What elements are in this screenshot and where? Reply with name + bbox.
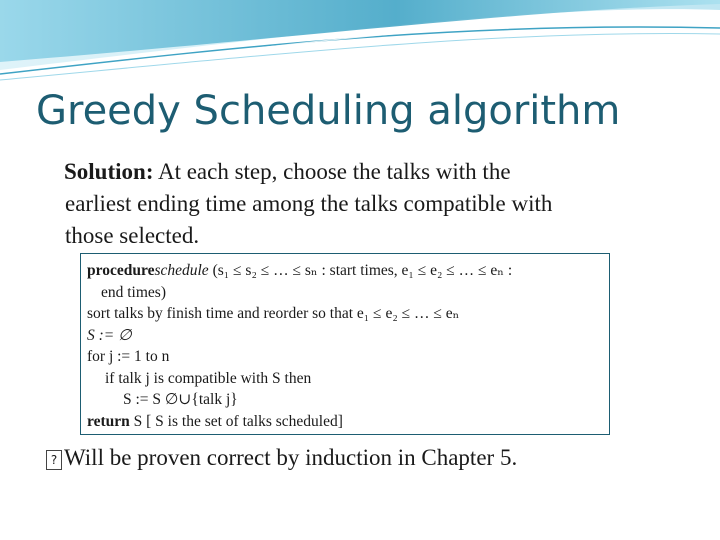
code-return-line — [87, 411, 603, 433]
solution-line2: earliest ending time among the talks compatible with — [65, 191, 553, 216]
solution-lead: Solution: — [64, 159, 154, 184]
keyword-return: return — [87, 412, 130, 430]
slide-title: Greedy Scheduling algorithm — [36, 88, 621, 134]
code-if-line: if talk j is compatible with S then — [105, 369, 312, 387]
footnote — [46, 445, 517, 471]
missing-glyph-icon: ? — [46, 450, 62, 470]
code-sort-line: sort talks by finish time and reorder so that e₁ ≤ e₂ ≤ … ≤ eₙ — [87, 305, 460, 322]
code-for-line: for j := 1 to n — [87, 348, 170, 365]
pseudocode-box — [80, 253, 610, 435]
footnote-text: Will be proven correct by induction in Chapter 5. — [64, 445, 518, 470]
keyword-procedure: procedure — [87, 262, 155, 279]
solution-line3: those selected. — [65, 223, 200, 248]
procedure-signature — [87, 260, 603, 282]
code-assign-line: S := S ∅∪{talk j} — [123, 391, 238, 408]
procedure-params-continued: end times) — [101, 283, 166, 301]
solution-paragraph — [64, 156, 684, 252]
header-wave-decoration — [0, 0, 720, 90]
procedure-name: schedule — [154, 262, 209, 279]
procedure-params: (s₁ ≤ s₂ ≤ … ≤ sₙ : start times, e₁ ≤ e₂ ≤ … ≤ eₙ : — [208, 262, 513, 279]
return-text: S [ S is the set of talks scheduled] — [129, 412, 343, 430]
solution-line1: At each step, choose the talks with the — [153, 159, 511, 184]
code-init-line: S := ∅ — [87, 326, 132, 344]
